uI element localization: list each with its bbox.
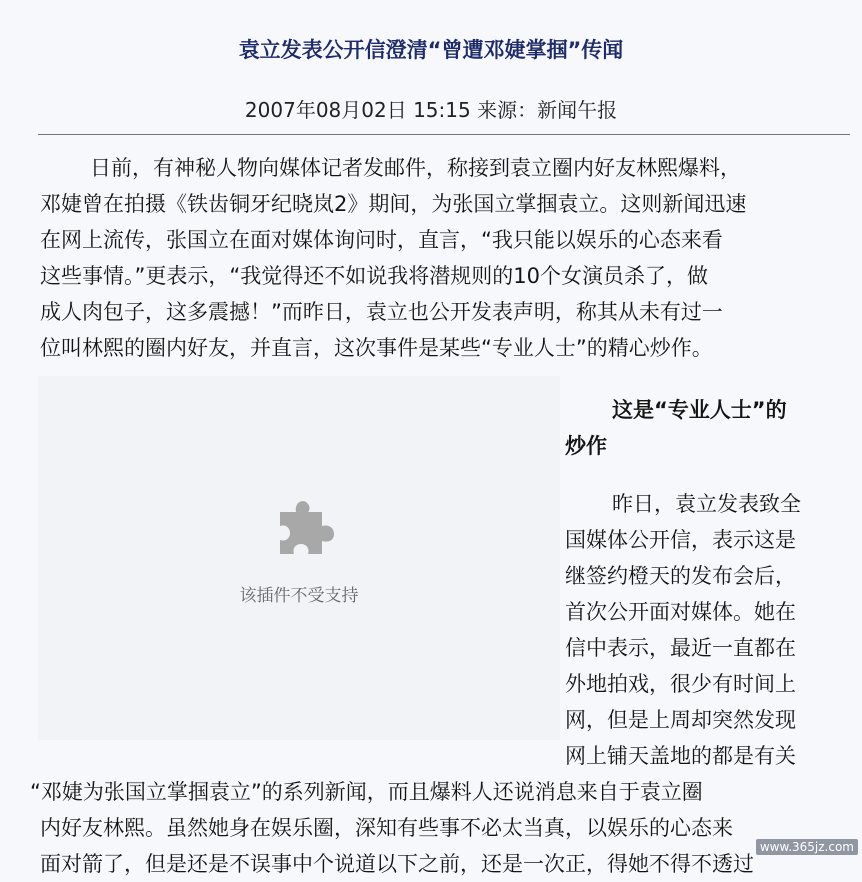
- paragraph-line: 面对箭了，但是还是不误事中个说道以下之前，还是一次正，得她不得不透过: [40, 852, 754, 876]
- paragraph-line: 成人肉包子，这多震撼！”而昨日，袁立也公开发表声明，称其从未有过一: [40, 300, 723, 324]
- plugin-message: 该插件不受支持: [239, 586, 359, 606]
- paragraph-line: 继签约橙天的发布会后，: [565, 564, 796, 588]
- paragraph-line: 网，但是上周却突然发现: [565, 708, 796, 732]
- paragraph-line: 位叫林熙的圈内好友，并直言，这次事件是某些“专业人士”的精心炒作。: [40, 336, 713, 360]
- paragraph-line: 外地拍戏，很少有时间上: [565, 672, 796, 696]
- paragraph-line: 网上铺天盖地的都是有关: [565, 744, 796, 768]
- paragraph-line: 首次公开面对媒体。她在: [565, 600, 796, 624]
- paragraph-line: 内好友林熙。虽然她身在娱乐圈，深知有些事不必太当真，以娱乐的心态来: [40, 816, 733, 840]
- paragraph-line: 信中表示，最近一直都在: [565, 636, 796, 660]
- section-subheading: 炒作: [565, 434, 607, 458]
- site-watermark: www.365jz.com: [756, 839, 858, 855]
- paragraph-line: 日前，有神秘人物向媒体记者发邮件，称接到袁立圈内好友林熙爆料，: [90, 156, 741, 180]
- paragraph-line: 邓婕曾在拍摄《铁齿铜牙纪晓岚2》期间，为张国立掌掴袁立。这则新闻迅速: [40, 192, 747, 216]
- paragraph-line: 这些事情。”更表示，“我觉得还不如说我将潜规则的10个女演员杀了，做: [40, 264, 708, 288]
- article-headline: 袁立发表公开信澄清“曾遭邓婕掌掴”传闻: [238, 38, 624, 62]
- paragraph-line: 在网上流传，张国立在面对媒体询问时，直言，“我只能以娱乐的心态来看: [40, 228, 723, 252]
- unsupported-plugin-box: [38, 376, 560, 740]
- header-divider: [38, 134, 850, 135]
- paragraph-line: 昨日，袁立发表致全: [612, 492, 801, 516]
- section-subheading: 这是“专业人士”的: [612, 398, 787, 422]
- puzzle-icon: [274, 494, 338, 558]
- paragraph-line: 国媒体公开信，表示这是: [565, 528, 796, 552]
- article-meta: 2007年08月02日 15:15 来源：新闻午报: [244, 98, 618, 122]
- paragraph-line: “邓婕为张国立掌掴袁立”的系列新闻，而且爆料人还说消息来自于袁立圈: [30, 780, 703, 804]
